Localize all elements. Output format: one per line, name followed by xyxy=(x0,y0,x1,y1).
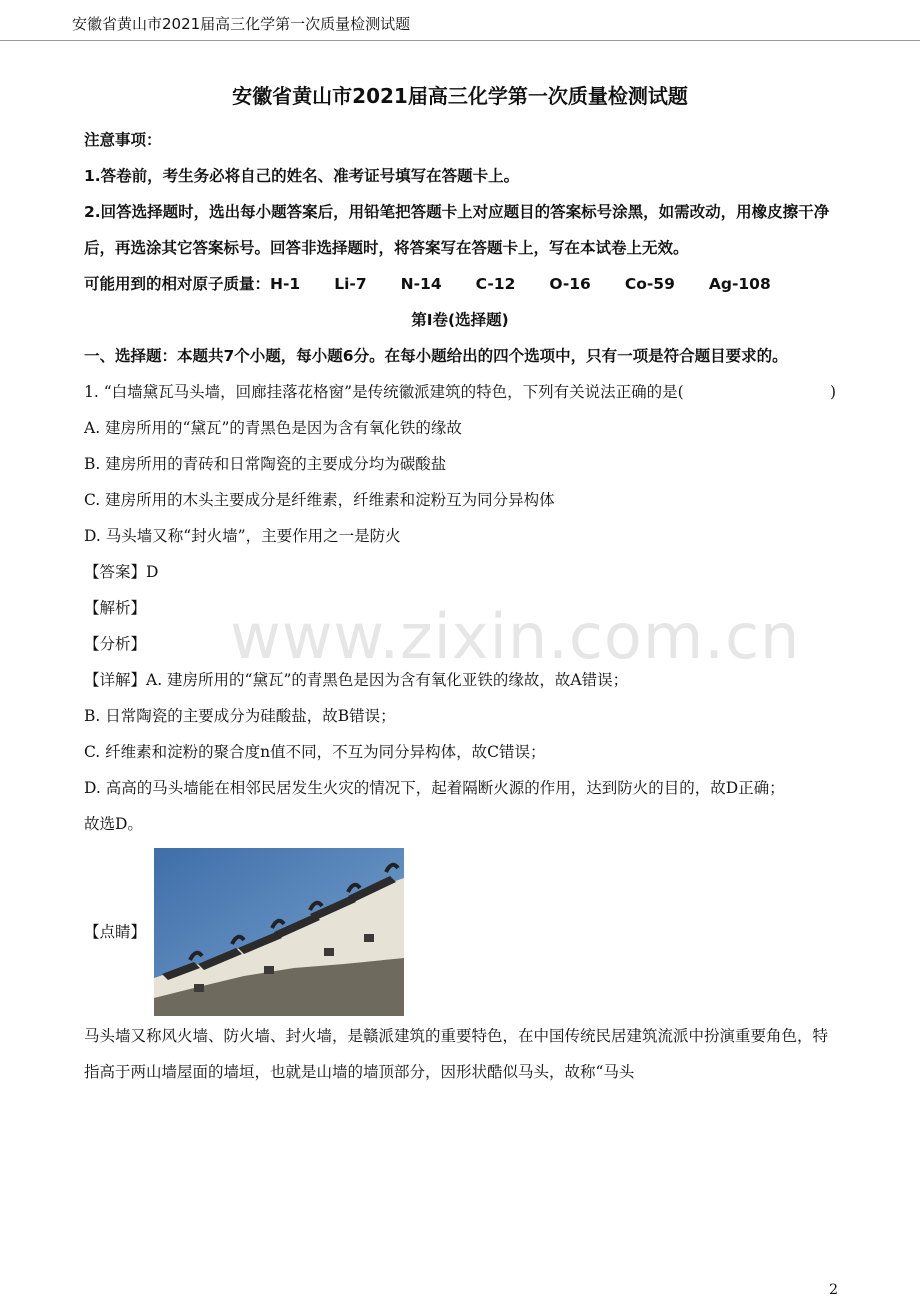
comment-label: 【点睛】 xyxy=(84,923,147,941)
notice-item-2: 2.回答选择题时，选出每小题答案后，用铅笔把答题卡上对应题目的答案标号涂黑，如需改动，用橡皮擦干净后，再选涂其它答案标号。回答非选择题时，将答案写在答题卡上，写在本试卷上无效。 xyxy=(84,203,830,257)
option-a: A. 建房所用的“黛瓦”的青黑色是因为含有氧化铁的缘故 xyxy=(84,419,462,437)
section-intro: 一、选择题：本题共7个小题，每小题6分。在每小题给出的四个选项中，只有一项是符合题目要求的。 xyxy=(84,347,788,365)
analysis-label: 【解析】 xyxy=(84,599,147,617)
document-body xyxy=(84,80,836,1090)
notice-item-1: 1.答卷前，考生务必将自己的姓名、准考证号填写在答题卡上。 xyxy=(84,167,520,185)
atomic-mass-li: Li-7 xyxy=(334,275,367,293)
page-title: 安徽省黄山市2021届高三化学第一次质量检测试题 xyxy=(232,84,688,108)
horse-head-wall-photo xyxy=(154,848,404,1016)
notice-heading: 注意事项： xyxy=(84,131,162,149)
page-number: 2 xyxy=(829,1282,838,1298)
question-1-paren: ) xyxy=(829,383,836,401)
option-b: B. 建房所用的青砖和日常陶瓷的主要成分均为碳酸盐 xyxy=(84,455,447,473)
atomic-mass-c: C-12 xyxy=(475,275,516,293)
question-1-stem xyxy=(84,374,836,410)
watermark: www.zixin.com.cn xyxy=(230,600,801,673)
option-c: C. 建房所用的木头主要成分是纤维素，纤维素和淀粉互为同分异构体 xyxy=(84,491,555,509)
comment-row xyxy=(84,848,836,1018)
detail-d: D. 高高的马头墙能在相邻民居发生火灾的情况下，起着隔断火源的作用，达到防火的目的，故D正确； xyxy=(84,779,785,797)
conclusion: 故选D。 xyxy=(84,815,143,833)
part-title: 第Ⅰ卷(选择题) xyxy=(411,311,509,329)
question-1-options xyxy=(84,410,836,554)
detail-a: 【详解】A. 建房所用的“黛瓦”的青黑色是因为含有氧化亚铁的缘故，故A错误； xyxy=(84,671,629,689)
answer-line: 【答案】D xyxy=(84,563,159,581)
atomic-mass-ag: Ag-108 xyxy=(708,275,771,293)
comment-text: 马头墙又称风火墙、防火墙、封火墙，是赣派建筑的重要特色，在中国传统民居建筑流派中扮演重要角色，特指高于两山墙屋面的墙垣，也就是山墙的墙顶部分，因形状酷似马头，故称“马头 xyxy=(84,1027,829,1081)
analyze-label: 【分析】 xyxy=(84,635,147,653)
atomic-mass-h: H-1 xyxy=(270,275,301,293)
atomic-mass-label: 可能用到的相对原子质量： xyxy=(84,275,271,293)
option-d: D. 马头墙又称“封火墙”，主要作用之一是防火 xyxy=(84,527,401,545)
atomic-mass-o: O-16 xyxy=(549,275,591,293)
detail-c: C. 纤维素和淀粉的聚合度n值不同，不互为同分异构体，故C错误； xyxy=(84,743,546,761)
atomic-mass-line xyxy=(84,266,836,302)
detail-b: B. 日常陶瓷的主要成分为硅酸盐，故B错误； xyxy=(84,707,396,725)
question-1-text: 1. “白墙黛瓦马头墙，回廊挂落花格窗”是传统徽派建筑的特色，下列有关说法正确的是( xyxy=(84,383,684,401)
atomic-mass-n: N-14 xyxy=(400,275,442,293)
running-header: 安徽省黄山市2021届高三化学第一次质量检测试题 xyxy=(0,12,920,41)
atomic-mass-co: Co-59 xyxy=(624,275,675,293)
